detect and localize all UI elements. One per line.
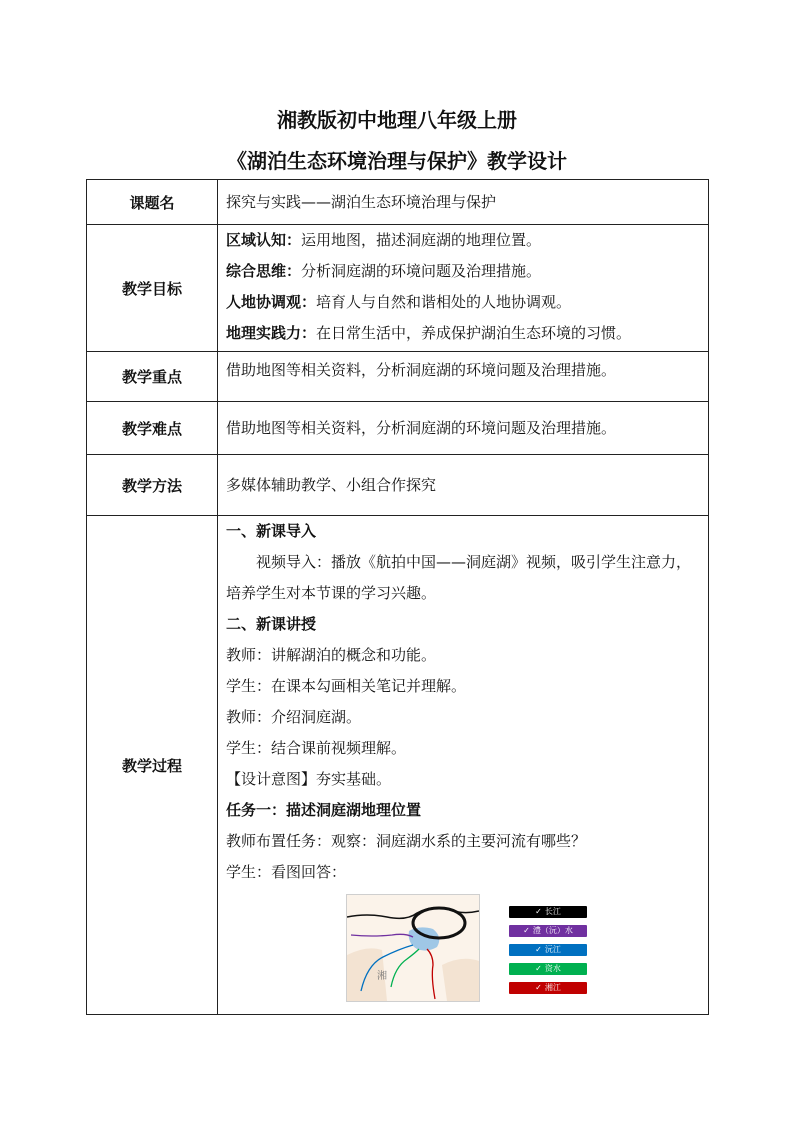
process-cell (218, 516, 709, 1015)
goal-item-head: 综合思维： (226, 262, 302, 280)
lesson-plan-table (86, 179, 709, 1015)
difficulty-cell (218, 402, 709, 455)
goal-item-head: 地理实践力： (226, 324, 317, 342)
goal-item (226, 256, 700, 287)
method-row (87, 455, 709, 516)
process-line: 学生：在课本勾画相关笔记并理解。 (226, 677, 467, 695)
river-legend (509, 906, 587, 1001)
goal-item-text: 在日常生活中，养成保护湖泊生态环境的习惯。 (316, 324, 632, 342)
map-graphic (347, 895, 479, 1001)
topic-row (87, 180, 709, 225)
check-icon: ✓ (535, 945, 542, 954)
check-icon: ✓ (535, 964, 542, 973)
dongting-river-map (346, 894, 480, 1002)
legend-label: 资水 (544, 964, 561, 973)
goal-item (226, 225, 700, 256)
paragraph-line: 培养学生对本节课的学习兴趣。 (226, 584, 437, 602)
topic-cell (218, 180, 709, 225)
process-label: 教学过程 (87, 516, 218, 1015)
legend-zishui (509, 963, 587, 975)
legend-lishui (509, 925, 587, 937)
key-row (87, 352, 709, 402)
key-cell (218, 352, 709, 402)
goal-item (226, 287, 700, 318)
legend-label: 沅江 (544, 945, 561, 954)
key-label: 教学重点 (87, 352, 218, 402)
process-line: 学生：看图回答： (226, 863, 347, 881)
check-icon: ✓ (535, 983, 542, 992)
goal-item-text: 分析洞庭湖的环境问题及治理措施。 (301, 262, 542, 280)
check-icon: ✓ (523, 926, 530, 935)
process-row (87, 516, 709, 1015)
difficulty-row (87, 402, 709, 455)
topic-label: 课题名 (87, 180, 218, 225)
section-heading: 一、新课导入 (226, 522, 317, 540)
goals-cell (218, 225, 709, 352)
goal-item-head: 区域认知： (226, 231, 302, 249)
legend-label: 湘江 (544, 983, 561, 992)
goals-row (87, 225, 709, 352)
difficulty-text: 借助地图等相关资料，分析洞庭湖的环境问题及治理措施。 (226, 419, 617, 437)
process-line: 教师：介绍洞庭湖。 (226, 708, 362, 726)
topic-text: 探究与实践——湖泊生态环境治理与保护 (226, 193, 497, 211)
process-line: 教师：讲解湖泊的概念和功能。 (226, 646, 437, 664)
paragraph-line: 视频导入：播放《航拍中国——洞庭湖》视频，吸引学生注意力， (256, 553, 692, 571)
task-heading: 任务一：描述洞庭湖地理位置 (226, 801, 422, 819)
check-icon: ✓ (535, 907, 542, 916)
map-province-char: 湘 (377, 971, 387, 982)
document-subtitle: 《湖泊生态环境治理与保护》教学设计 (227, 149, 567, 173)
method-cell (218, 455, 709, 516)
legend-changjiang (509, 906, 587, 918)
method-text: 多媒体辅助教学、小组合作探究 (226, 476, 437, 494)
goals-label: 教学目标 (87, 225, 218, 352)
legend-yuanjiang (509, 944, 587, 956)
section-heading: 二、新课讲授 (226, 615, 317, 633)
goal-item-head: 人地协调观： (226, 293, 317, 311)
legend-xiangjiang (509, 982, 587, 994)
map-region (442, 959, 479, 1001)
goal-item-text: 培育人与自然和谐相处的人地协调观。 (316, 293, 572, 311)
dongting-figure (226, 888, 700, 1008)
difficulty-label: 教学难点 (87, 402, 218, 455)
process-line: 【设计意图】夯实基础。 (226, 770, 392, 788)
process-line: 教师布置任务：观察：洞庭湖水系的主要河流有哪些？ (226, 832, 587, 850)
document-title: 湘教版初中地理八年级上册 (277, 108, 517, 132)
legend-label: 澧（沅）水 (532, 926, 573, 935)
key-text: 借助地图等相关资料，分析洞庭湖的环境问题及治理措施。 (226, 361, 617, 379)
legend-label: 长江 (544, 907, 561, 916)
goal-item-text: 运用地图，描述洞庭湖的地理位置。 (301, 231, 542, 249)
method-label: 教学方法 (87, 455, 218, 516)
goal-item (226, 318, 700, 349)
process-line: 学生：结合课前视频理解。 (226, 739, 407, 757)
